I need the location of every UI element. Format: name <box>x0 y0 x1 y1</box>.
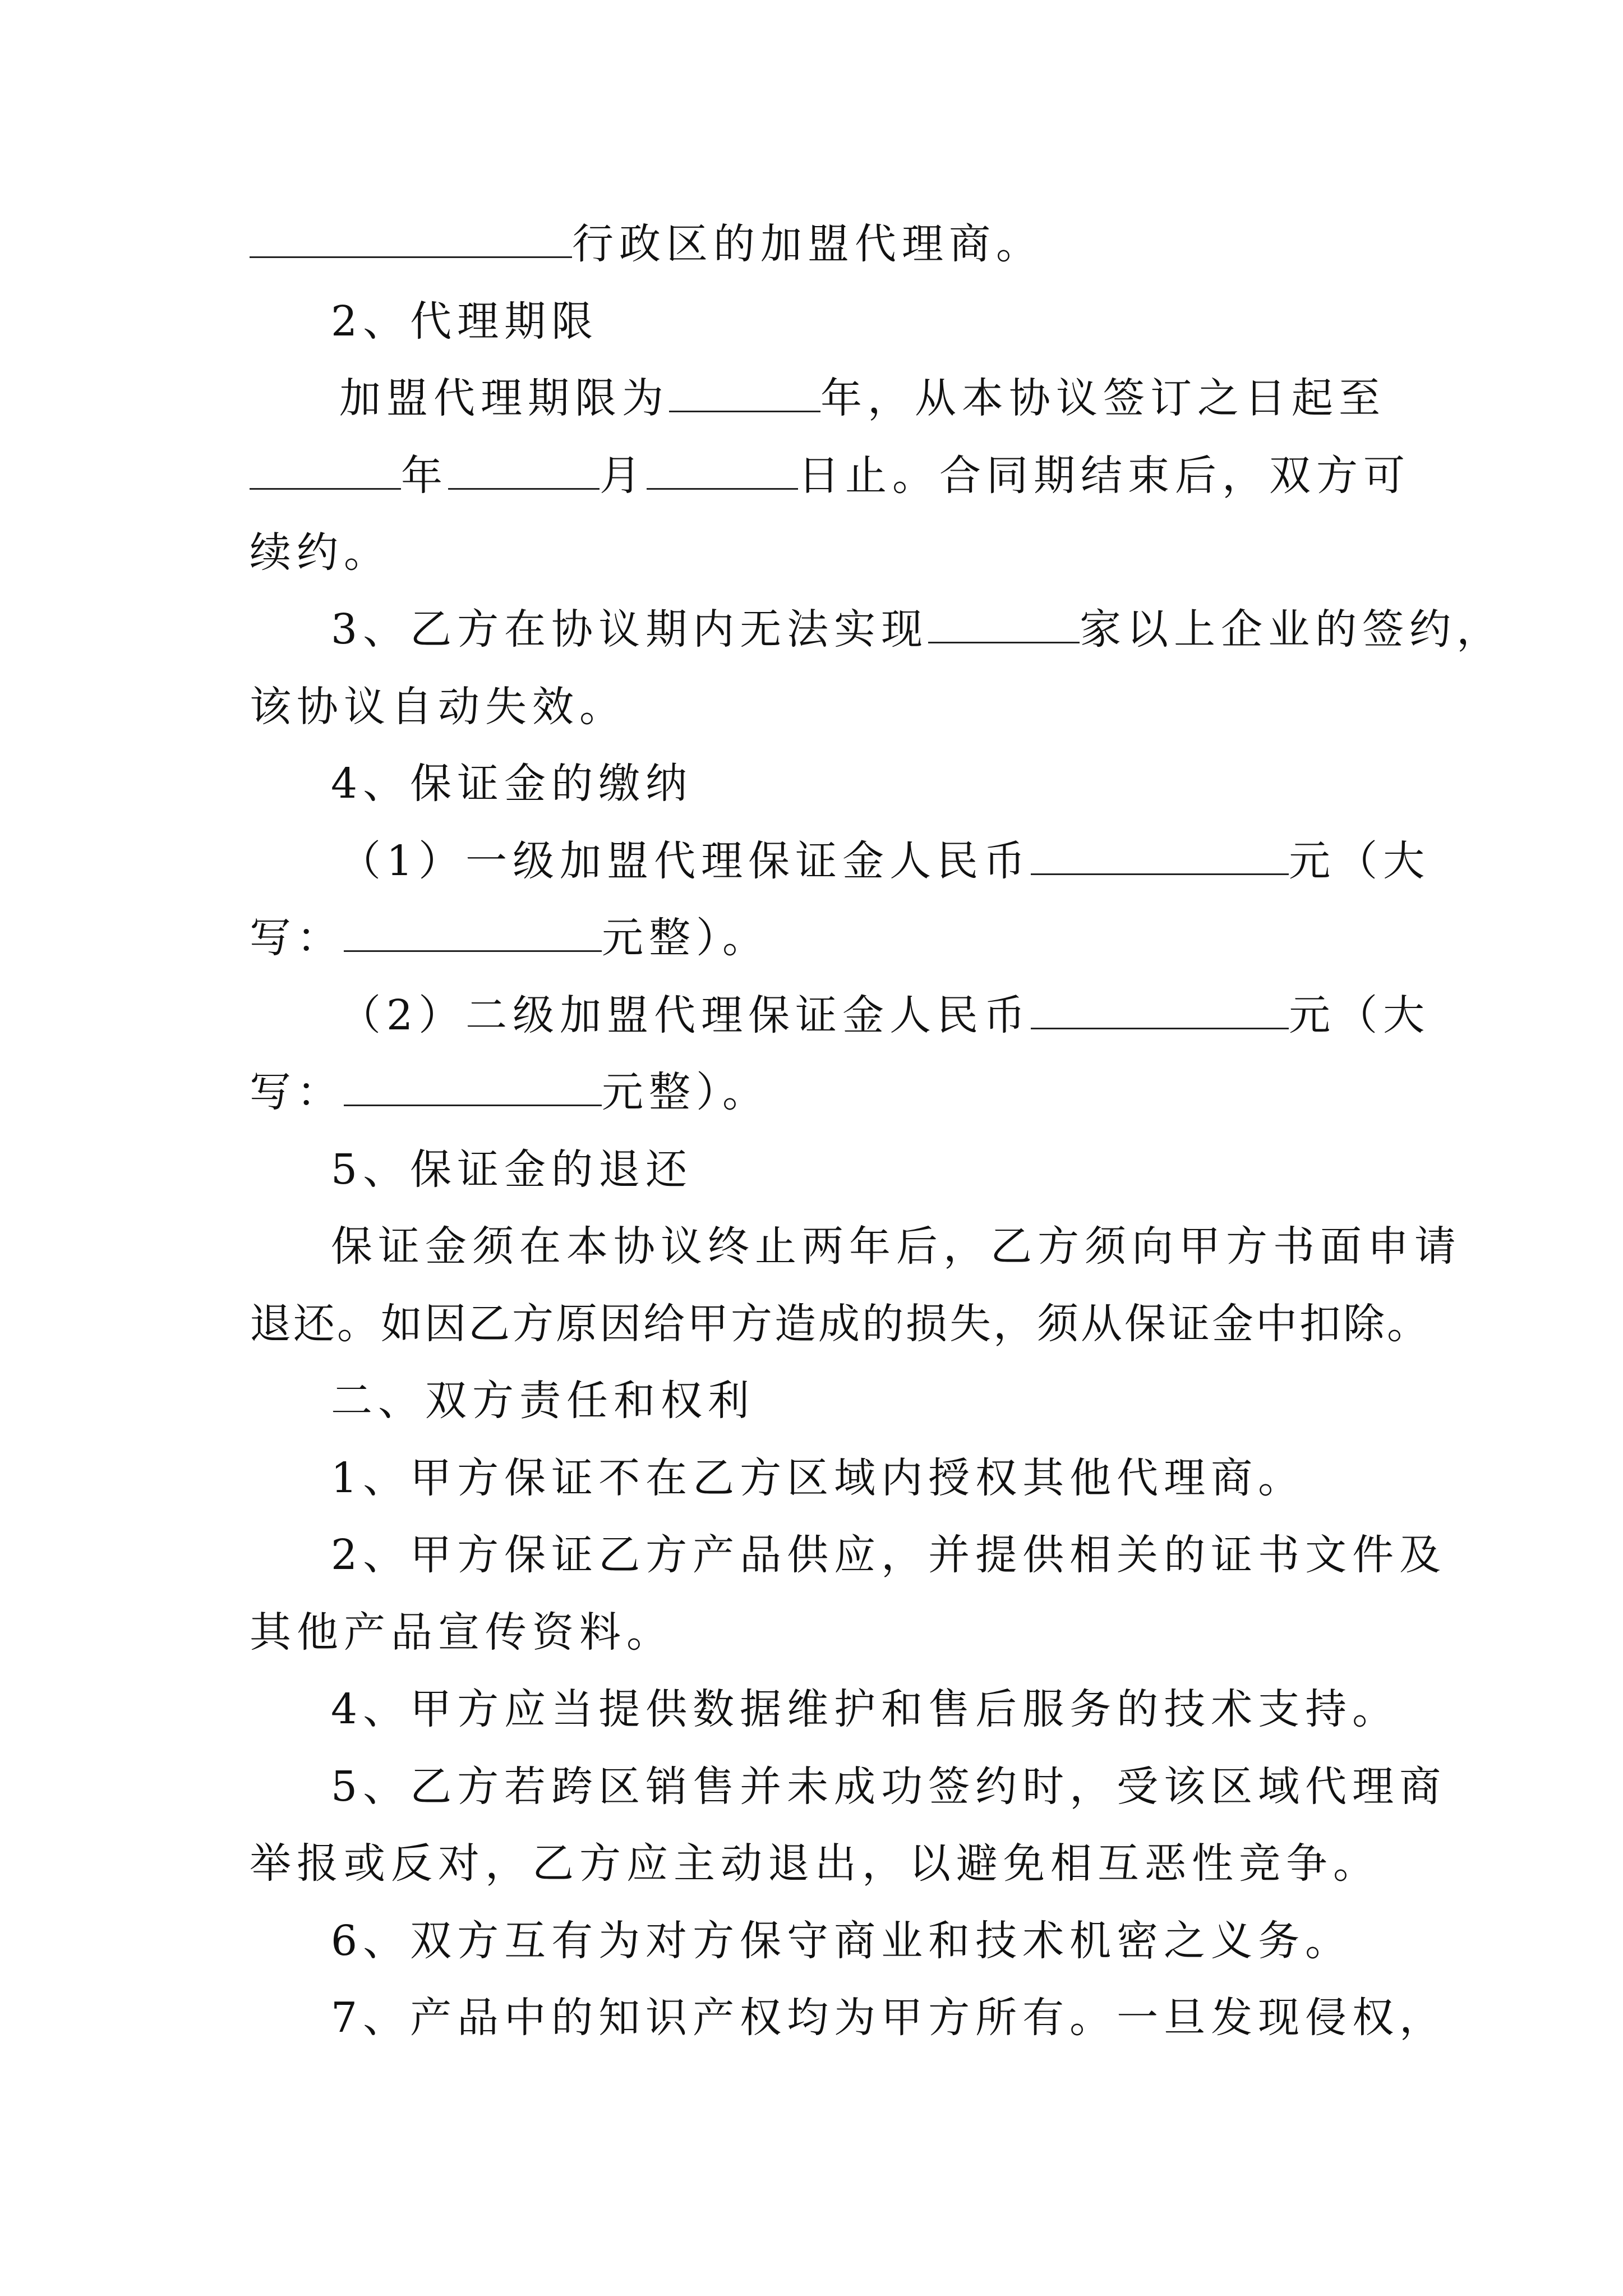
text-line-23 <box>331 1902 1394 1980</box>
text-segment: 6、双方互有为对方保守商业和技术机密之义务。 <box>331 1917 1353 1965</box>
text-segment: 续约。 <box>250 528 391 577</box>
text-segment: 2、甲方保证乙方产品供应，并提供相关的证书文件及 <box>331 1531 1447 1579</box>
text-line-3 <box>339 359 1394 438</box>
text-segment: （2）二级加盟代理保证金人民币 <box>339 991 1031 1039</box>
text-segment: 5、乙方若跨区销售并未成功签约时，受该区域代理商 <box>331 1763 1447 1811</box>
text-segment: 2、代理期限 <box>331 297 599 346</box>
text-segment: 元（大 <box>1289 837 1431 885</box>
text-line-21 <box>331 1747 1447 1826</box>
blank-field <box>928 607 1080 643</box>
text-segment: 该协议自动失效。 <box>250 683 626 731</box>
text-line-24 <box>331 1978 1447 2057</box>
blank-field <box>448 453 600 490</box>
text-line-7 <box>250 668 1394 746</box>
blank-field <box>344 1070 602 1106</box>
blank-field <box>647 453 798 490</box>
text-segment: 元整）。 <box>602 1068 769 1116</box>
text-segment: （1）一级加盟代理保证金人民币 <box>339 837 1031 885</box>
text-line-1 <box>250 205 1394 283</box>
text-line-10 <box>250 899 1394 977</box>
blank-field <box>250 222 572 258</box>
text-segment: 举报或反对，乙方应主动退出，以避免相互恶性竞争。 <box>250 1839 1380 1888</box>
section-heading-refund <box>331 1130 1475 1209</box>
text-segment: 写： <box>250 914 344 962</box>
text-line-5 <box>250 513 1394 592</box>
text-segment: 二、双方责任和权利 <box>331 1377 755 1425</box>
section-heading-responsibilities <box>331 1361 1475 1440</box>
text-segment: 其他产品宣传资料。 <box>250 1608 674 1657</box>
text-segment: 3、乙方在协议期内无法实现 <box>331 605 929 654</box>
text-segment: 1、甲方保证不在乙方区域内授权其他代理商。 <box>331 1454 1306 1502</box>
text-segment: 日止。合同期结束后，双方可 <box>798 452 1410 500</box>
text-line-20 <box>331 1670 1400 1749</box>
blank-field <box>1031 993 1289 1029</box>
text-line-14 <box>331 1207 1461 1286</box>
text-line-18 <box>331 1516 1447 1594</box>
blank-field <box>250 453 401 490</box>
text-segment: 年 <box>401 452 448 500</box>
text-line-15 <box>250 1285 1431 1363</box>
text-segment: 元（大 <box>1289 991 1431 1039</box>
text-segment: 4、甲方应当提供数据维护和售后服务的技术支持。 <box>331 1685 1400 1733</box>
text-line-9 <box>339 822 1431 900</box>
text-segment: 保证金须在本协议终止两年后，乙方须向甲方书面申请 <box>331 1222 1461 1271</box>
text-line-4 <box>250 436 1410 515</box>
text-line-22 <box>250 1824 1394 1903</box>
section-heading-term <box>331 282 1475 361</box>
text-segment: 行政区的加盟代理商。 <box>572 220 1043 268</box>
text-segment: 7、产品中的知识产权均为甲方所有。一旦发现侵权， <box>331 1994 1447 2042</box>
section-heading-deposit <box>331 744 1475 823</box>
text-line-6 <box>331 590 1504 669</box>
text-line-17 <box>331 1439 1394 1517</box>
text-line-11 <box>339 976 1431 1055</box>
text-segment: 5、保证金的退还 <box>331 1145 693 1194</box>
text-line-12 <box>250 1053 1394 1131</box>
text-segment: 月 <box>600 452 647 500</box>
blank-field <box>1031 839 1289 875</box>
text-segment: 写： <box>250 1068 344 1116</box>
text-segment: 加盟代理期限为 <box>339 374 669 422</box>
text-line-19 <box>250 1593 1394 1672</box>
text-segment: 元整）。 <box>602 914 769 962</box>
text-segment: 家以上企业的签约， <box>1080 605 1504 654</box>
text-segment: 年，从本协议签订之日起至 <box>820 374 1386 422</box>
blank-field <box>669 376 820 412</box>
text-segment: 退还。如因乙方原因给甲方造成的损失，须从保证金中扣除。 <box>250 1300 1431 1348</box>
text-segment: 4、保证金的缴纳 <box>331 760 693 808</box>
blank-field <box>344 915 602 952</box>
